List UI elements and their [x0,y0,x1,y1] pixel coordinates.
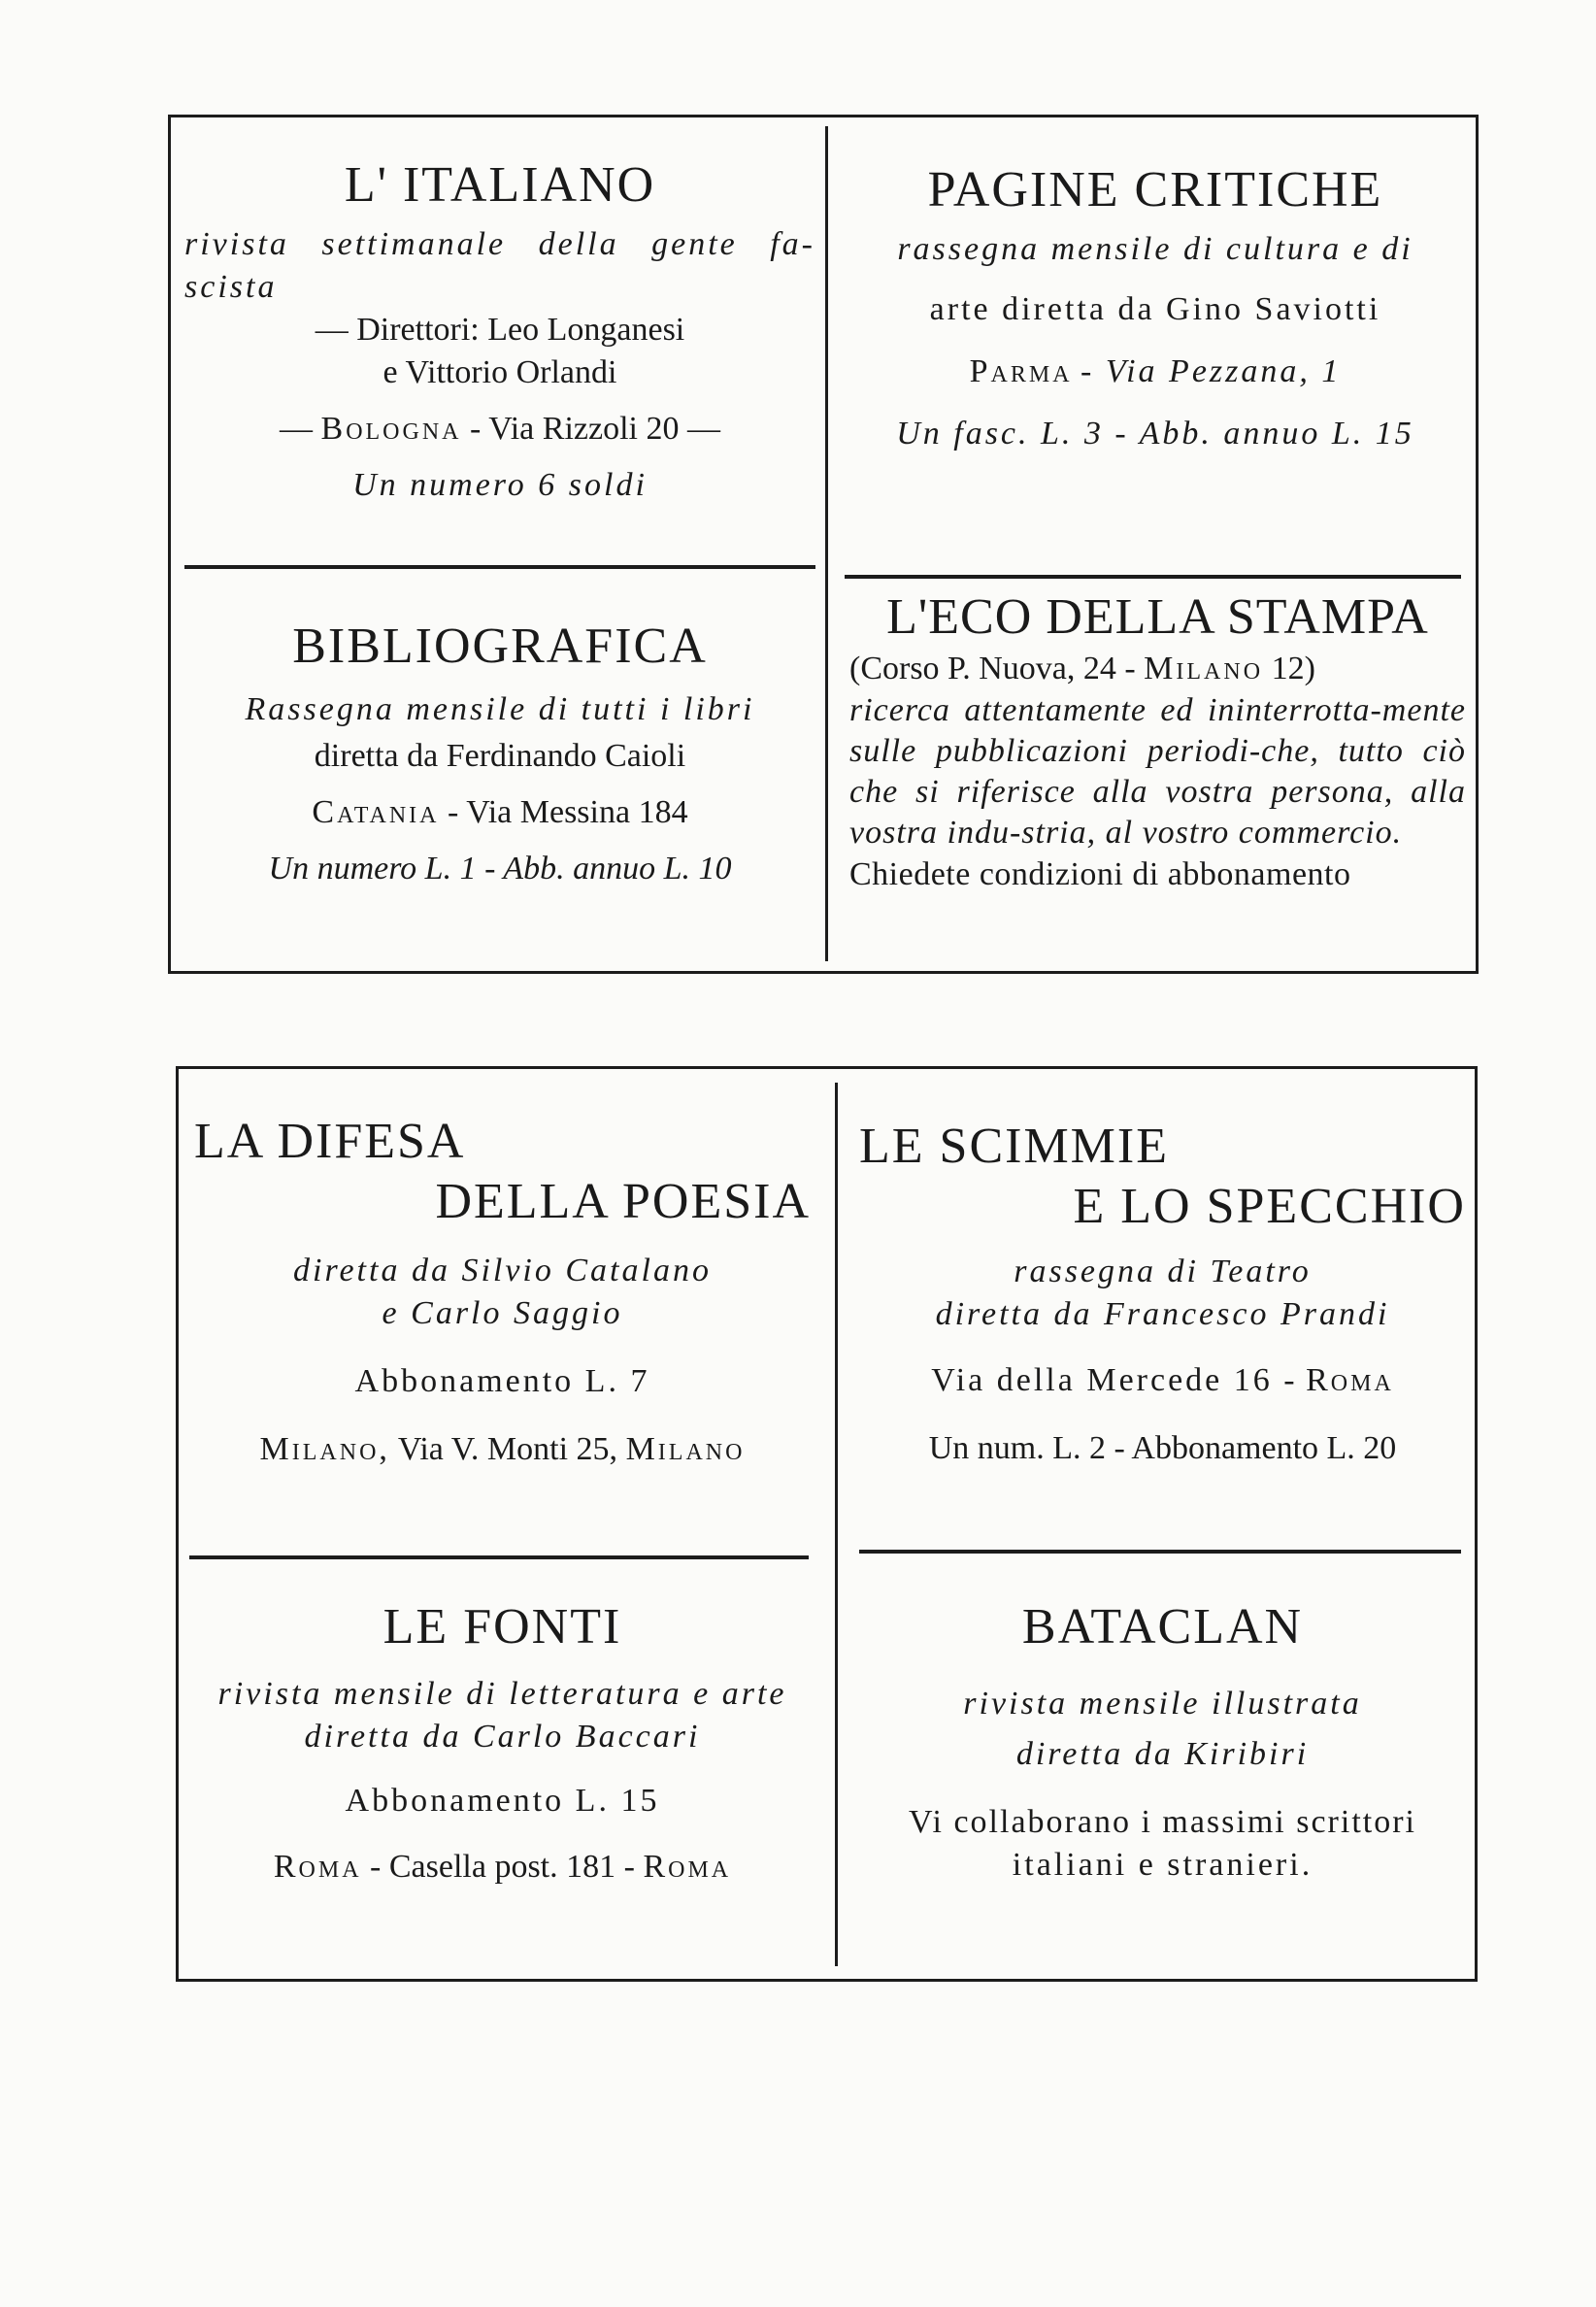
ad-address: (Corso P. Nuova, 24 - Milano 12) [849,651,1315,686]
ad-scimmie-e-lo-specchio [859,1117,1466,1470]
ad-title-line-2: DELLA POESIA [435,1174,811,1229]
ad-director-2: e Carlo Saggio [382,1295,623,1331]
ad-title-line-1: LA DIFESA [194,1114,466,1169]
ad-description: Rassegna mensile di tutti i libri [245,691,755,727]
upper-left-rule [184,565,815,569]
ad-address: Catania - Via Messina 184 [312,794,688,830]
ad-director: diretta da Ferdinando Caioli [314,738,686,774]
ad-title-line-2: E LO SPECCHIO [1073,1179,1466,1234]
ad-directors-2: e Vittorio Orlandi [382,354,617,390]
ad-le-fonti [194,1597,811,1889]
ad-title: BATACLAN [1021,1599,1304,1655]
upper-column-divider [825,126,828,961]
ad-description: rassegna di Teatro [1014,1254,1312,1289]
ad-address: Via della Mercede 16 - Roma [931,1362,1394,1398]
ad-note: Chiedete condizioni di abbonamento [849,856,1351,892]
ad-description: rassegna mensile di cultura e di [897,231,1413,267]
ad-director: diretta da Francesco Prandi [935,1296,1390,1332]
ad-note: Vi collaborano i massimi scrittori [909,1804,1416,1840]
lower-column-divider [835,1083,838,1966]
ad-bibliografica [184,617,815,890]
ad-director: diretta da Kiribiri [1015,1736,1310,1772]
upper-right-rule [845,575,1461,579]
ad-difesa-della-poesia [194,1112,811,1471]
lower-left-rule [189,1555,809,1559]
ad-title: L'ECO DELLA STAMPA [886,589,1429,645]
ad-price: Abbonamento L. 15 [345,1783,660,1819]
ad-price: Abbonamento L. 7 [354,1363,650,1399]
ad-price: Un fasc. L. 3 - Abb. annuo L. 15 [896,416,1414,451]
ad-city: Parma [969,353,1073,389]
ad-price: Un num. L. 2 - Abbonamento L. 20 [928,1430,1397,1466]
ad-eco-della-stampa [849,587,1466,896]
ad-title: LE FONTI [382,1599,622,1655]
ad-city: Roma [273,1849,362,1885]
ad-bataclan [859,1597,1466,1887]
ad-director: diretta da Carlo Baccari [304,1719,701,1755]
ad-price: Un numero 6 soldi [352,467,648,503]
ad-city: Milano, [259,1431,390,1467]
ad-city: Milano [1144,651,1264,686]
ad-description: rivista settimanale della gente fa-scista [184,226,815,305]
lower-right-rule [859,1550,1461,1554]
ad-pagine-critiche [845,160,1466,455]
ad-title: PAGINE CRITICHE [927,162,1383,217]
ad-description: rivista mensile illustrata [963,1686,1362,1722]
ad-litaliano [184,155,815,507]
ad-city-2: Milano [625,1431,746,1467]
ad-address: Roma - Casella post. 181 - Roma [273,1849,732,1885]
ad-city: Bologna [320,411,462,447]
ad-title: BIBLIOGRAFICA [292,619,708,674]
ad-directors: — Direttori: Leo Longanesi [315,312,685,348]
ad-description: rivista mensile di letteratura e arte [217,1676,787,1712]
ad-city-2: Roma [643,1849,732,1885]
ad-description: ricerca attentamente ed ininterrotta-mente sulle pubblicazioni periodi-che, tutto ciò che si riferisce alla vostra persona, alla vostra indu-stria, al vostro commercio. [849,692,1466,851]
ad-note-2: italiani e stranieri. [1012,1847,1313,1883]
ad-address: Milano, Via V. Monti 25, Milano [259,1431,746,1467]
ad-address: Parma - Via Pezzana, 1 [969,353,1342,389]
ad-title-line-1: LE SCIMMIE [859,1119,1169,1174]
ad-address: — Bologna - Via Rizzoli 20 — [280,411,720,447]
ad-city: Roma [1306,1362,1394,1398]
ad-city: Catania [312,794,440,830]
ad-director: diretta da Silvio Catalano [293,1253,712,1288]
ad-price: Un numero L. 1 - Abb. annuo L. 10 [268,851,732,886]
ad-title: L' ITALIANO [344,157,656,213]
ad-description-2: arte diretta da Gino Saviotti [929,291,1381,327]
